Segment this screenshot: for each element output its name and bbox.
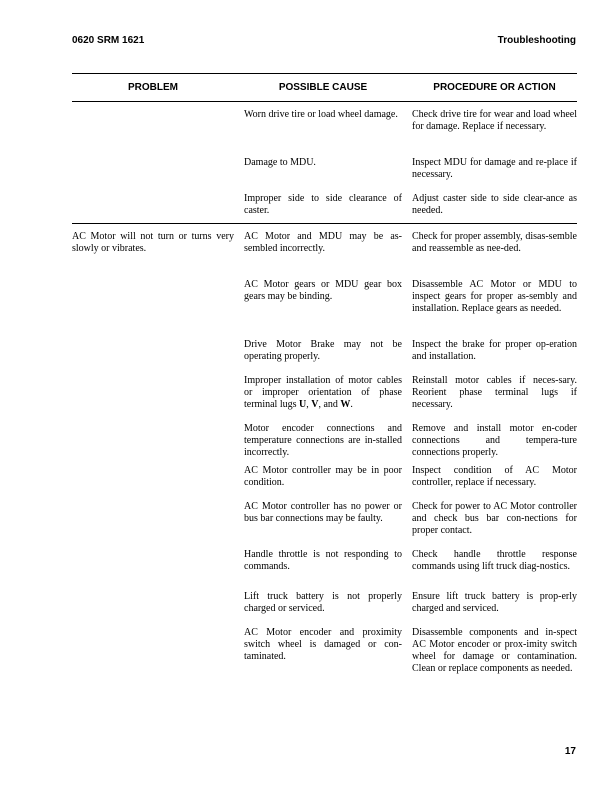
table-row (244, 549, 577, 591)
possible-cause: Handle throttle is not responding to commands. (244, 549, 402, 572)
document-number: 0620 SRM 1621 (72, 35, 145, 46)
procedure-action: Inspect the brake for proper op-eration and installation. (412, 339, 577, 362)
possible-cause: AC Motor and MDU may be as-sembled incorrectly. (244, 231, 402, 254)
cause-action-list (244, 231, 577, 689)
terminal-lug-v: V (311, 399, 319, 410)
cause-text-separator: , (306, 399, 312, 410)
table-row (244, 193, 577, 217)
section-title: Troubleshooting (497, 35, 576, 46)
possible-cause: AC Motor controller may be in poor condition. (244, 465, 402, 488)
possible-cause: Damage to MDU. (244, 157, 316, 168)
table-row (244, 157, 577, 193)
possible-cause: Drive Motor Brake may not be operating properly. (244, 339, 402, 362)
problem-group (72, 224, 577, 695)
possible-cause: Improper side to side clearance of caster. (244, 193, 402, 216)
table-row (244, 231, 577, 279)
procedure-action: Check for power to AC Motor controller and check bus bar con-nections for proper contact. (412, 501, 577, 536)
possible-cause: Worn drive tire or load wheel damage. (244, 109, 398, 120)
possible-cause: AC Motor controller has no power or bus bar connections may be faulty. (244, 501, 402, 524)
procedure-action: Ensure lift truck battery is prop-erly charged and serviced. (412, 591, 577, 614)
cause-text-end: . (350, 399, 353, 410)
troubleshooting-table (72, 73, 577, 695)
table-header-row (72, 74, 577, 101)
possible-cause: Lift truck battery is not properly charged or serviced. (244, 591, 402, 614)
possible-cause: Motor encoder connections and temperature connections are in-stalled incorrectly. (244, 423, 402, 458)
possible-cause: AC Motor gears or MDU gear box gears may be binding. (244, 279, 402, 302)
problem-text (72, 109, 234, 217)
procedure-action: Adjust caster side to side clear-ance as needed. (412, 193, 577, 216)
column-header-problem: PROBLEM (128, 82, 178, 93)
procedure-action: Disassemble components and in-spect AC Motor encoder or prox-imity switch wheel for damage or contamination. Clean or replace components as needed. (412, 627, 577, 674)
procedure-action: Remove and install motor en-coder connections and tempera-ture connections properly. (412, 423, 577, 458)
procedure-action: Disassemble AC Motor or MDU to inspect gears for proper as-sembly and installation. Replace gears as needed. (412, 279, 577, 314)
procedure-action: Reinstall motor cables if neces-sary. Reorient phase terminal lugs if necessary. (412, 375, 577, 410)
cause-text: Improper installation of motor cables or improper orientation of phase terminal lugs (244, 375, 402, 410)
table-row (244, 627, 577, 689)
procedure-action: Inspect condition of AC Motor controller, replace if necessary. (412, 465, 577, 488)
cause-action-list (244, 109, 577, 217)
possible-cause (244, 375, 402, 423)
table-row (244, 375, 577, 423)
column-header-possible-cause: POSSIBLE CAUSE (278, 82, 368, 93)
table-row (244, 423, 577, 465)
terminal-lug-w: W (340, 399, 351, 410)
procedure-action: Check drive tire for wear and load wheel for damage. Replace if necessary. (412, 109, 577, 132)
possible-cause: AC Motor encoder and proximity switch wheel is damaged or con-taminated. (244, 627, 402, 662)
procedure-action: Check handle throttle response commands using lift truck diag-nostics. (412, 549, 577, 572)
procedure-action: Inspect MDU for damage and re-place if necessary. (412, 157, 577, 180)
table-row (244, 339, 577, 375)
procedure-action: Check for proper assembly, disas-semble and reassemble as nee-ded. (412, 231, 577, 254)
terminal-lug-u: U (299, 399, 307, 410)
cause-text-separator: , and (318, 399, 341, 410)
table-row (244, 279, 577, 339)
problem-group (72, 102, 577, 223)
table-row (244, 501, 577, 549)
table-row (244, 465, 577, 501)
table-row (244, 109, 577, 157)
page-number: 17 (564, 746, 576, 757)
table-row (244, 591, 577, 627)
column-header-procedure: PROCEDURE OR ACTION (433, 82, 556, 93)
problem-text: AC Motor will not turn or turns very slowly or vibrates. (72, 231, 234, 254)
